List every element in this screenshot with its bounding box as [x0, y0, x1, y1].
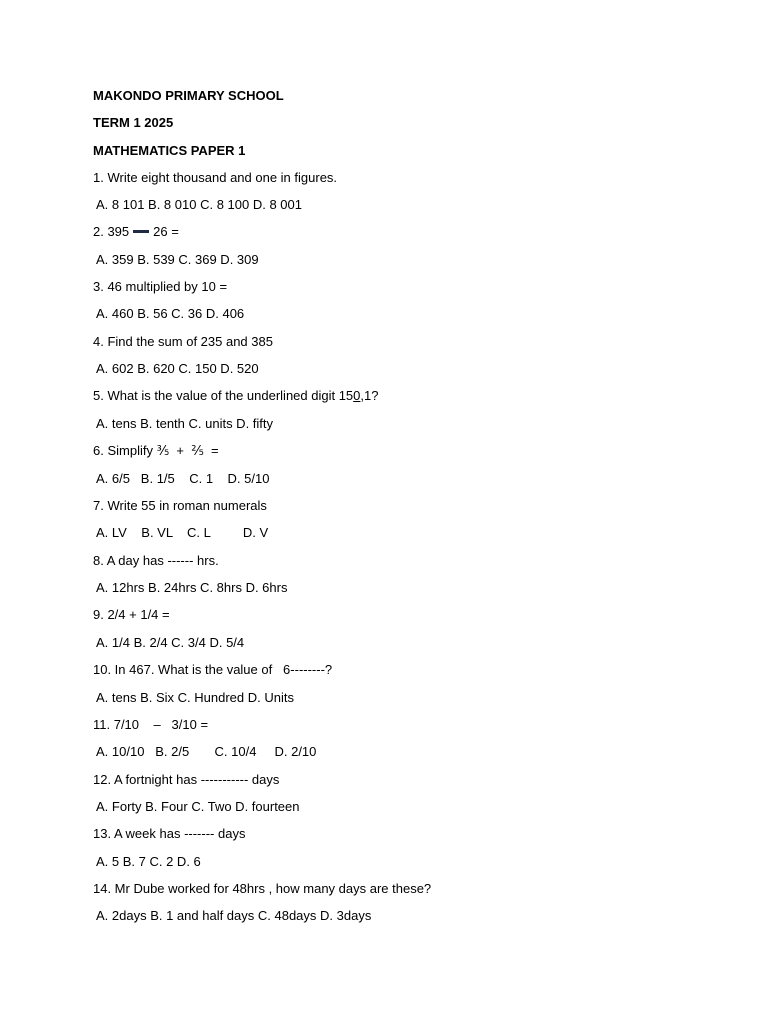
question-11: 11. 7/10 – 3/10 =	[93, 717, 209, 732]
question-1: 1. Write eight thousand and one in figures.	[93, 170, 338, 185]
options-2: A. 359 B. 539 C. 369 D. 309	[96, 252, 259, 267]
options-8: A. 12hrs B. 24hrs C. 8hrs D. 6hrs	[96, 580, 288, 595]
question-5-before: 5. What is the value of the underlined digit 15	[93, 388, 354, 403]
options-13: A. 5 B. 7 C. 2 D. 6	[96, 854, 201, 869]
question-4: 4. Find the sum of 235 and 385	[93, 334, 273, 349]
term-label: TERM 1 2025	[93, 115, 174, 130]
question-13: 13. A week has ------- days	[93, 826, 246, 841]
minus-sign-icon	[133, 230, 149, 233]
options-5: A. tens B. tenth C. units D. fifty	[96, 416, 274, 431]
question-2-after: 26 =	[153, 224, 179, 239]
question-10: 10. In 467. What is the value of 6--------?	[93, 662, 333, 677]
options-11: A. 10/10 B. 2/5 C. 10/4 D. 2/10	[96, 744, 317, 759]
question-12: 12. A fortnight has ----------- days	[93, 772, 280, 787]
question-3: 3. 46 multiplied by 10 =	[93, 279, 228, 294]
options-1: A. 8 101 B. 8 010 C. 8 100 D. 8 001	[96, 197, 302, 212]
question-5-after: ,1?	[360, 388, 379, 403]
options-14: A. 2days B. 1 and half days C. 48days D. 3days	[96, 908, 372, 923]
options-4: A. 602 B. 620 C. 150 D. 520	[96, 361, 259, 376]
options-10: A. tens B. Six C. Hundred D. Units	[96, 690, 294, 705]
question-2	[93, 224, 179, 240]
question-6: 6. Simplify ⅗ + ⅖ =	[93, 443, 219, 458]
question-7: 7. Write 55 in roman numerals	[93, 498, 267, 513]
school-name: MAKONDO PRIMARY SCHOOL	[93, 88, 284, 103]
question-14: 14. Mr Dube worked for 48hrs , how many days are these?	[93, 881, 432, 896]
question-8: 8. A day has ------ hrs.	[93, 553, 219, 568]
options-6: A. 6/5 B. 1/5 C. 1 D. 5/10	[96, 471, 270, 486]
underlined-digit: 0	[353, 388, 361, 403]
options-7: A. LV B. VL C. L D. V	[96, 525, 269, 540]
options-9: A. 1/4 B. 2/4 C. 3/4 D. 5/4	[96, 635, 245, 650]
question-2-before: 2. 395	[93, 224, 130, 239]
question-9: 9. 2/4 + 1/4 =	[93, 607, 170, 622]
options-12: A. Forty B. Four C. Two D. fourteen	[96, 799, 300, 814]
question-5	[93, 388, 378, 404]
paper-title: MATHEMATICS PAPER 1	[93, 143, 246, 158]
options-3: A. 460 B. 56 C. 36 D. 406	[96, 306, 245, 321]
